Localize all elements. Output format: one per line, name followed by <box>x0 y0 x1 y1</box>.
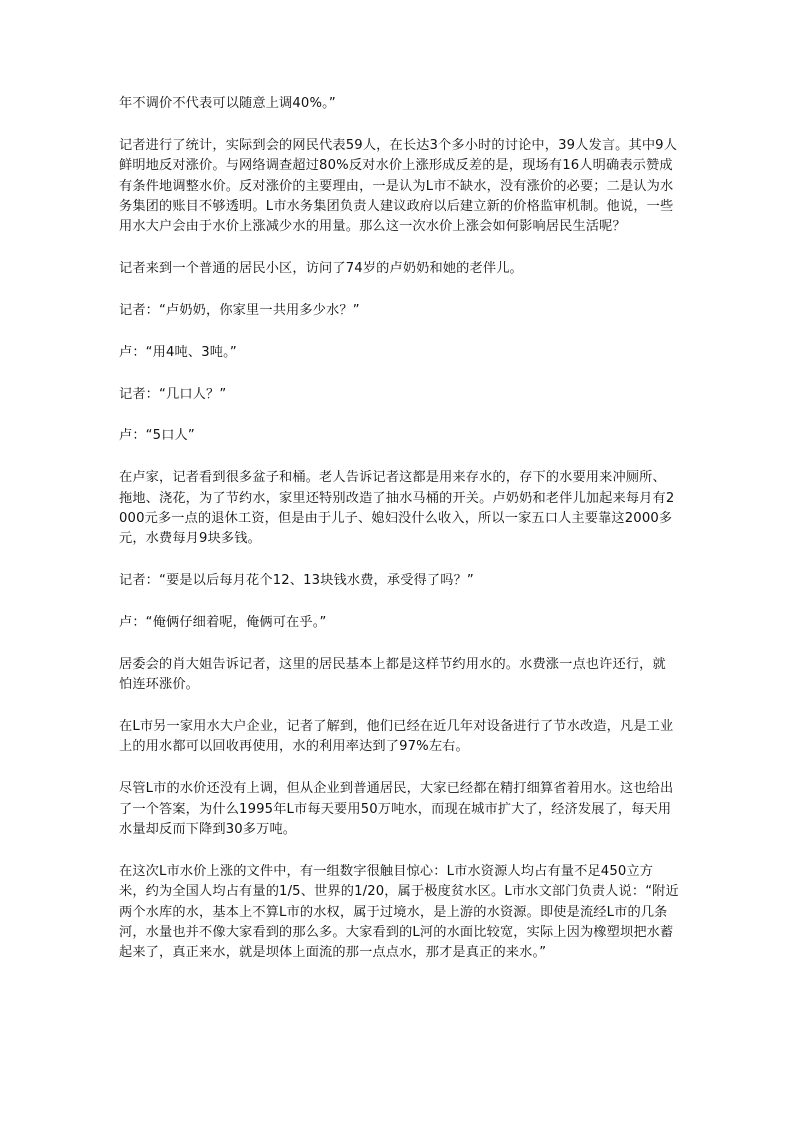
dialogue-line: 卢：“用4吨、3吨。” <box>119 344 237 360</box>
paragraph: 在卢家，记者看到很多盆子和桶。老人告诉记者这都是用来存水的，存下的水要用来冲厕所、拖地、浇花，为了节约水，家里还特别改造了抽水马桶的开关。卢奶奶和老伴儿加起来每月有2000元多一点的退休工资，但是由于儿子、媳妇没什么收入，所以一家五口人主要靠这2000多元，水费每月9块多钱。 <box>119 470 675 547</box>
paragraph: 在这次L市水价上涨的文件中，有一组数字很触目惊心：L市水资源人均占有量不足450立方米，约为全国人均占有量的1/5、世界的1/20，属于极度贫水区。L市水文部门负责人说：“附近两个水库的水，基本上不算L市的水权，属于过境水，是上游的水资源。即使是流经L市的几条河，水量也并不像大家看到的那么多。大家看到的L河的水面比较宽，实际上因为橡塑坝把水蓄起来了，真正来水，就是坝体上面流的那一点点水，那才是真正的来水。” <box>119 863 679 961</box>
paragraph: 尽管L市的水价还没有上调，但从企业到普通居民，大家已经都在精打细算省着用水。这也给出了一个答案，为什么1995年L市每天要用50万吨水，而现在城市扩大了，经济发展了，每天用水量却反而下降到30多万吨。 <box>119 781 674 838</box>
paragraph: 记者进行了统计，实际到会的网民代表59人，在长达3个多小时的讨论中，39人发言。其中9人鲜明地反对涨价。与网络调查超过80%反对水价上涨形成反差的是，现场有16人明确表示赞成有条件地调整水价。反对涨价的主要理由，一是认为L市不缺水，没有涨价的必要；二是认为水务集团的账目不够透明。L市水务集团负责人建议政府以后建立新的价格监审机制。他说，一些用水大户会由于水价上涨减少水的用量。那么这一次水价上涨会如何影响居民生活呢？ <box>119 137 678 235</box>
dialogue-line: 记者：“几口人？” <box>119 386 227 402</box>
article-body <box>119 94 679 964</box>
dialogue-line: 记者：“要是以后每月花个12、13块钱水费，承受得了吗？” <box>119 573 474 589</box>
paragraph: 记者来到一个普通的居民小区，访问了74岁的卢奶奶和她的老伴儿。 <box>119 261 523 277</box>
dialogue-line: 卢：“俺俩仔细着呢，俺俩可在乎。” <box>119 615 327 631</box>
paragraph: 年不调价不代表可以随意上调40%。” <box>119 96 336 111</box>
paragraph: 在L市另一家用水大户企业，记者了解到，他们已经在近几年对设备进行了节水改造，凡是工业上的用水都可以回收再使用，水的利用率达到了97%左右。 <box>119 719 674 755</box>
dialogue-line: 记者：“卢奶奶，你家里一共用多少水？” <box>119 303 360 319</box>
dialogue-line: 卢：“5口人” <box>119 428 195 444</box>
paragraph: 居委会的肖大姐告诉记者，这里的居民基本上都是这样节约用水的。水费涨一点也许还行，就怕连环涨价。 <box>119 656 666 693</box>
